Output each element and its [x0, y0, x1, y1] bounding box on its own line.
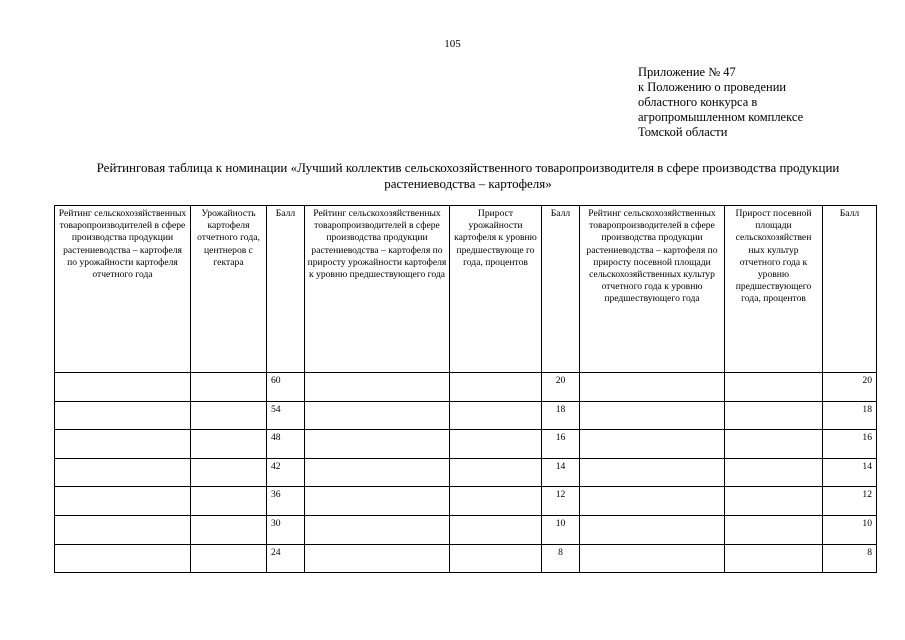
column-header: Прирост посевной площади сельскохозяйствен ных культур отчетного года к уровню предшествующего года, процентов [725, 206, 823, 373]
table-cell [55, 430, 191, 459]
table-cell [580, 487, 725, 516]
table-cell [191, 401, 267, 430]
table-cell [305, 401, 450, 430]
table-cell [725, 515, 823, 544]
score-cell: 14 [823, 458, 877, 487]
score-cell: 12 [542, 487, 580, 516]
table-title-line: Рейтинговая таблица к номинации «Лучший коллектив сельскохозяйственного товаропроизводителя в сфере производства продукции [96, 160, 840, 175]
rating-table [54, 205, 877, 573]
table-cell [725, 430, 823, 459]
column-header: Рейтинг сельскохозяйственных товаропроизводителей в сфере производства продукции растениеводства – картофеля по приросту урожайности картофеля к уровню предшествующего года [305, 206, 450, 373]
table-cell [55, 458, 191, 487]
score-cell: 16 [542, 430, 580, 459]
table-cell [725, 373, 823, 402]
score-cell: 24 [267, 544, 305, 573]
table-cell [580, 373, 725, 402]
score-cell: 14 [542, 458, 580, 487]
table-cell [580, 544, 725, 573]
table-cell [191, 544, 267, 573]
score-cell: 18 [823, 401, 877, 430]
table-cell [305, 487, 450, 516]
table-cell [450, 458, 542, 487]
table-cell [450, 401, 542, 430]
table-cell [191, 487, 267, 516]
table-cell [55, 487, 191, 516]
appendix-line: агропромышленном комплексе [638, 110, 804, 124]
table-cell [191, 515, 267, 544]
table-row [55, 401, 877, 430]
table-cell [450, 515, 542, 544]
table-cell [580, 401, 725, 430]
table-cell [725, 458, 823, 487]
table-cell [55, 544, 191, 573]
table-cell [580, 458, 725, 487]
table-cell [191, 430, 267, 459]
table-row [55, 544, 877, 573]
table-header-row [55, 206, 877, 373]
table-row [55, 487, 877, 516]
column-header: Рейтинг сельскохозяйственных товаропроизводителей в сфере производства продукции растениеводства – картофеля по урожайности картофеля отчетного года [55, 206, 191, 373]
score-cell: 10 [823, 515, 877, 544]
score-cell: 8 [823, 544, 877, 573]
score-cell: 54 [267, 401, 305, 430]
score-cell: 20 [823, 373, 877, 402]
column-header: Рейтинг сельскохозяйственных товаропроизводителей в сфере производства продукции растениеводства – картофеля по приросту посевной площади сельскохозяйственных культур отчетного года к уровню предшествующего года [580, 206, 725, 373]
table-cell [450, 544, 542, 573]
table-cell [55, 515, 191, 544]
score-cell: 20 [542, 373, 580, 402]
appendix-note [638, 65, 803, 140]
table-cell [305, 373, 450, 402]
table-row [55, 373, 877, 402]
table-row [55, 430, 877, 459]
score-cell: 48 [267, 430, 305, 459]
table-cell [305, 544, 450, 573]
table-cell [450, 487, 542, 516]
table-cell [305, 430, 450, 459]
score-cell: 8 [542, 544, 580, 573]
table-cell [191, 373, 267, 402]
table-title-line: растениеводства – картофеля» [384, 176, 552, 191]
column-header: Балл [823, 206, 877, 373]
table-cell [305, 458, 450, 487]
appendix-line: областного конкурса в [638, 95, 758, 109]
table-row [55, 458, 877, 487]
score-cell: 30 [267, 515, 305, 544]
appendix-line: к Положению о проведении [638, 80, 787, 94]
table-cell [450, 373, 542, 402]
score-cell: 42 [267, 458, 305, 487]
table-cell [725, 544, 823, 573]
column-header: Урожайность картофеля отчетного года, центнеров с гектара [191, 206, 267, 373]
score-cell: 12 [823, 487, 877, 516]
page-number: 105 [444, 38, 461, 50]
table-cell [580, 430, 725, 459]
column-header: Прирост урожайности картофеля к уровню предшествующе го года, процентов [450, 206, 542, 373]
score-cell: 16 [823, 430, 877, 459]
table-cell [725, 487, 823, 516]
table-cell [725, 401, 823, 430]
column-header: Балл [542, 206, 580, 373]
table-cell [450, 430, 542, 459]
table-cell [191, 458, 267, 487]
score-cell: 10 [542, 515, 580, 544]
column-header: Балл [267, 206, 305, 373]
table-cell [55, 401, 191, 430]
appendix-line: Томской области [638, 125, 728, 139]
table-title [58, 160, 878, 192]
table-cell [305, 515, 450, 544]
score-cell: 18 [542, 401, 580, 430]
score-cell: 60 [267, 373, 305, 402]
table-cell [55, 373, 191, 402]
score-cell: 36 [267, 487, 305, 516]
table-cell [580, 515, 725, 544]
table-row [55, 515, 877, 544]
appendix-line: Приложение № 47 [638, 65, 736, 79]
